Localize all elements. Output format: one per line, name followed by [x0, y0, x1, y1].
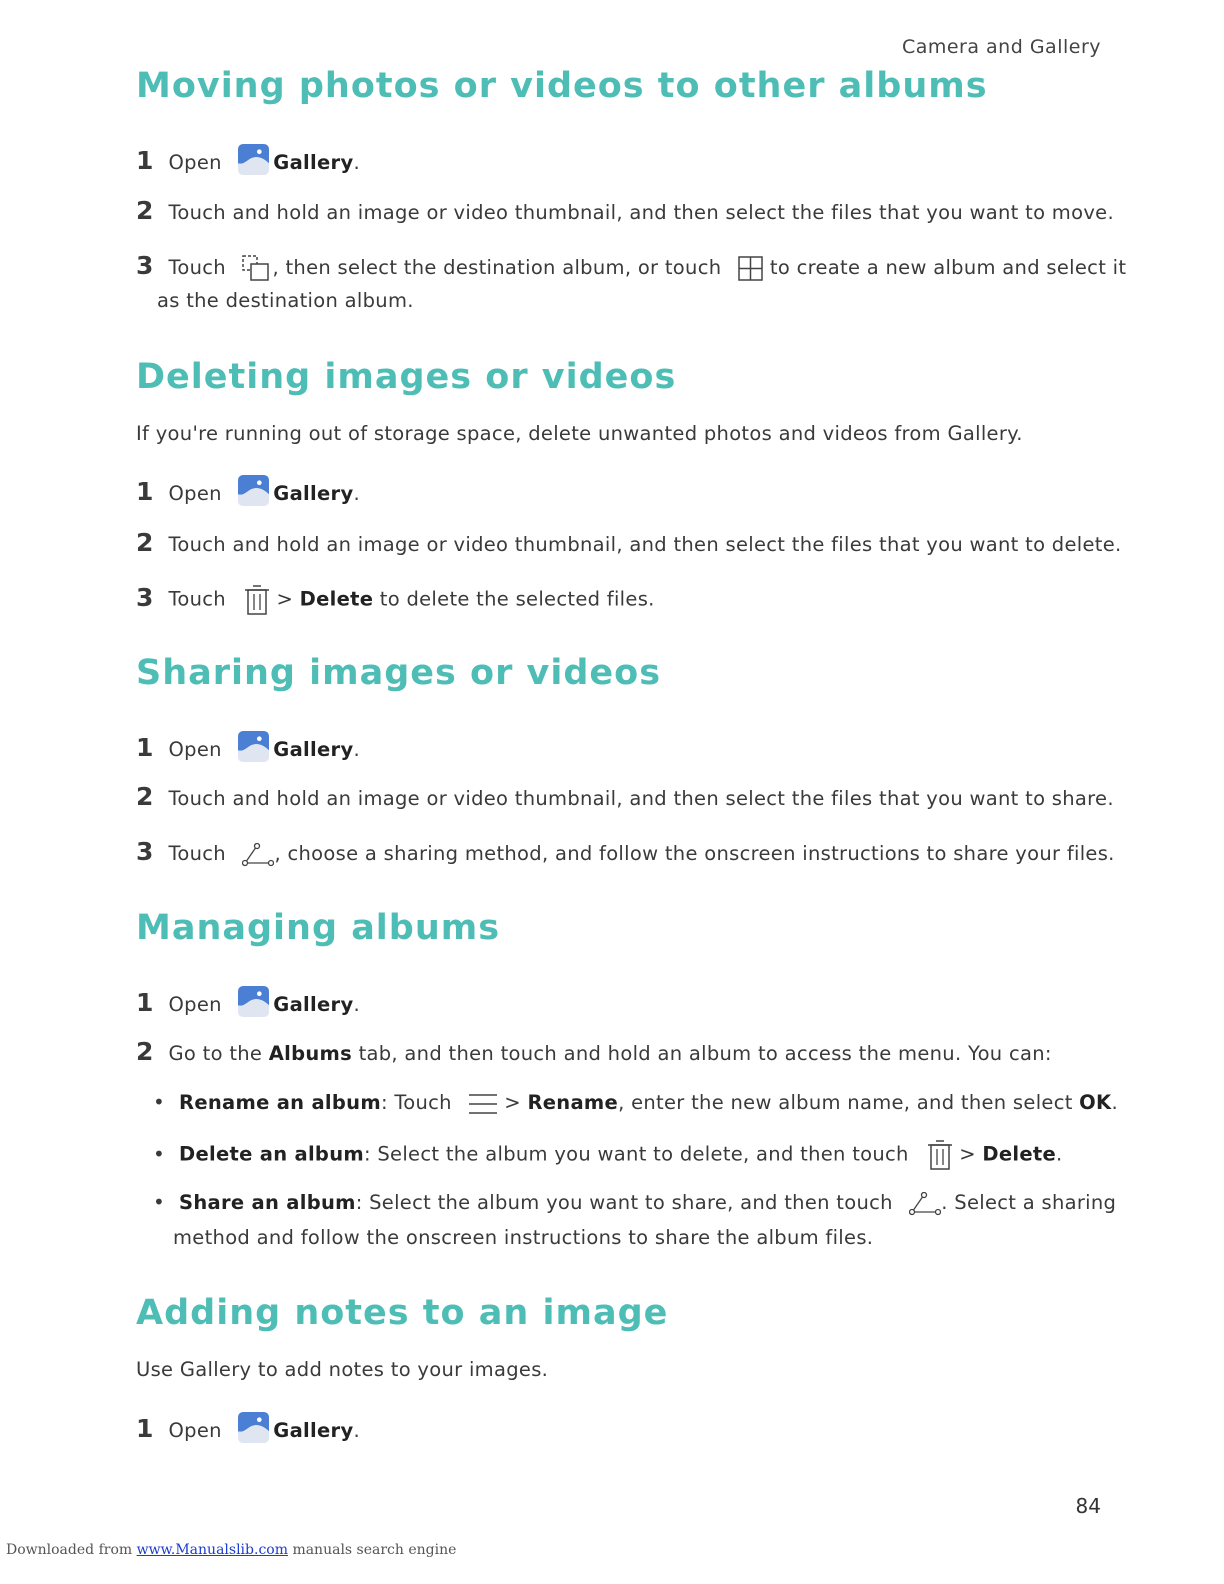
step-text: Touch and hold an image or video thumbnail, and then select the files that you want to move.	[168, 201, 1114, 224]
step-number: 2	[136, 196, 154, 225]
step-number: 1	[136, 477, 154, 506]
period: .	[353, 151, 360, 174]
section-intro: If you're running out of storage space, delete unwanted photos and videos from Gallery.	[136, 422, 1023, 445]
step-number: 2	[136, 528, 154, 557]
step-albums-tab	[136, 1039, 1052, 1067]
trash-icon	[244, 584, 270, 616]
step-open-gallery	[136, 144, 360, 176]
delete-label: Delete	[982, 1142, 1057, 1166]
step-text: Open	[168, 738, 222, 761]
step-text: Touch and hold an image or video thumbnail, and then select the files that you want to delete.	[168, 533, 1122, 556]
step-text: to delete the selected files.	[379, 587, 655, 611]
gallery-label: Gallery	[273, 993, 354, 1016]
step-share	[136, 839, 1115, 867]
step-move	[136, 253, 1126, 283]
period: .	[353, 1419, 360, 1442]
section-title-sharing: Sharing images or videos	[136, 653, 662, 693]
step-text: tab, and then touch and hold an album to access the menu. You can:	[358, 1042, 1052, 1065]
section-intro: Use Gallery to add notes to your images.	[136, 1358, 549, 1381]
step-text: Touch	[168, 587, 226, 611]
step-open-gallery	[136, 1412, 360, 1444]
step-text: Open	[168, 993, 222, 1016]
step-text: , choose a sharing method, and follow the onscreen instructions to share your files.	[274, 842, 1115, 865]
gallery-label: Gallery	[273, 482, 354, 505]
step-number: 1	[136, 1414, 154, 1443]
bullet-title: Share an album	[179, 1191, 356, 1214]
step-open-gallery	[136, 731, 360, 763]
footer-suffix: manuals search engine	[292, 1542, 457, 1558]
footer	[6, 1542, 456, 1558]
bullet-title: Rename an album	[179, 1091, 381, 1114]
bullet-text: : Select the album you want to delete, and then touch	[364, 1142, 909, 1166]
step-text: Open	[168, 1419, 222, 1442]
bullet-text: , enter the new album name, and then select	[618, 1091, 1073, 1114]
page-number: 84	[1075, 1494, 1101, 1518]
share-icon	[242, 843, 274, 867]
bullet-text: : Select the album you want to share, and then touch	[355, 1191, 893, 1214]
step-open-gallery	[136, 986, 360, 1018]
gallery-app-icon	[238, 731, 269, 762]
separator: >	[504, 1091, 521, 1114]
step-move-continued: as the destination album.	[157, 289, 414, 312]
step-number: 3	[136, 837, 154, 866]
step-select-files	[136, 530, 1122, 558]
bullet-share-album	[153, 1189, 1116, 1216]
section-title-managing-albums: Managing albums	[136, 908, 501, 948]
step-text: Touch	[168, 256, 226, 279]
period: .	[1111, 1091, 1118, 1114]
bullet-dot: •	[153, 1141, 166, 1166]
step-number: 2	[136, 1037, 154, 1066]
section-title-adding-notes: Adding notes to an image	[136, 1293, 669, 1333]
separator: >	[276, 587, 294, 611]
move-to-album-icon	[242, 255, 272, 283]
rename-label: Rename	[527, 1091, 619, 1114]
step-text: Open	[168, 151, 222, 174]
trash-icon	[927, 1139, 953, 1171]
bullet-dot: •	[153, 1090, 166, 1114]
separator: >	[959, 1142, 976, 1166]
step-text: to create a new album and select it	[769, 256, 1127, 279]
gallery-app-icon	[238, 986, 269, 1017]
bullet-dot: •	[153, 1190, 166, 1214]
bullet-title: Delete an album	[179, 1142, 364, 1166]
step-delete	[136, 584, 655, 616]
period: .	[353, 482, 360, 505]
delete-label: Delete	[299, 587, 374, 611]
gallery-app-icon	[238, 1412, 269, 1443]
gallery-label: Gallery	[273, 151, 354, 174]
footer-prefix: Downloaded from	[6, 1542, 133, 1558]
step-text: Go to the	[168, 1042, 263, 1065]
step-text: , then select the destination album, or touch	[272, 256, 722, 279]
gallery-label: Gallery	[273, 1419, 354, 1442]
gallery-app-icon	[238, 144, 269, 175]
albums-tab-label: Albums	[268, 1042, 353, 1065]
section-title-deleting: Deleting images or videos	[136, 357, 677, 397]
period: .	[1056, 1142, 1063, 1166]
bullet-text: . Select a sharing	[941, 1191, 1117, 1214]
gallery-label: Gallery	[273, 738, 354, 761]
step-text: Open	[168, 482, 222, 505]
period: .	[353, 738, 360, 761]
section-title-moving: Moving photos or videos to other albums	[136, 66, 988, 106]
share-icon	[909, 1192, 941, 1216]
bullet-delete-album	[153, 1139, 1063, 1171]
bullet-share-album-continued: method and follow the onscreen instructions to share the album files.	[173, 1226, 874, 1249]
step-number: 1	[136, 733, 154, 762]
period: .	[353, 993, 360, 1016]
ok-label: OK	[1079, 1091, 1112, 1114]
step-number: 3	[136, 582, 154, 612]
step-select-files	[136, 784, 1114, 812]
step-select-files	[136, 198, 1114, 226]
gallery-app-icon	[238, 475, 269, 506]
step-open-gallery	[136, 475, 360, 507]
step-text: Touch and hold an image or video thumbnail, and then select the files that you want to share.	[168, 787, 1114, 810]
manualslib-link[interactable]: www.Manualslib.com	[136, 1542, 288, 1558]
step-number: 1	[136, 146, 154, 175]
menu-icon	[468, 1093, 498, 1115]
bullet-text: : Touch	[380, 1091, 452, 1114]
step-text: Touch	[168, 842, 226, 865]
step-number: 2	[136, 782, 154, 811]
step-number: 1	[136, 988, 154, 1017]
add-album-icon	[738, 256, 764, 282]
step-number: 3	[136, 251, 154, 280]
running-header: Camera and Gallery	[901, 36, 1101, 58]
bullet-rename-album	[153, 1089, 1118, 1116]
